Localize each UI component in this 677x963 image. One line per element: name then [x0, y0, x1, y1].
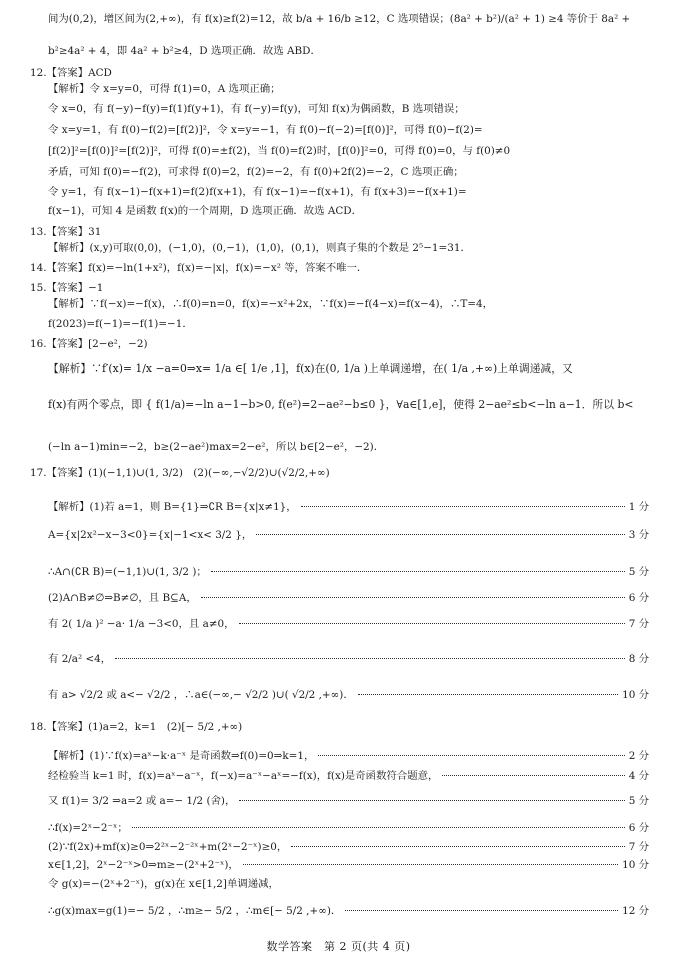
text-line: 15.【答案】−1	[30, 282, 104, 294]
dot-leader	[243, 864, 618, 865]
score-points: 1 分	[628, 501, 649, 513]
text-line	[48, 840, 649, 855]
solution-step: 有 a> √2/2 或 a<− √2/2 ，∴a∈(−∞,− √2/2 )∪( √2/2 ,+∞)．	[48, 689, 354, 701]
score-points: 7 分	[628, 618, 649, 630]
text-line: 矛盾，可知 f(0)=−f(2)，可求得 f(0)=2，f(2)=−2，有 f(0)+2f(2)=−2，C 选项正确；	[48, 166, 464, 178]
score-points: 5 分	[628, 795, 649, 807]
text-line: 18.【答案】(1)a=2，k=1 (2)[− 5/2 ,+∞)	[30, 721, 243, 733]
text-line: 17.【答案】(1)(−1,1)∪(1, 3/2) (2)(−∞,−√2/2)∪(√2/2,+∞)	[30, 467, 330, 479]
text-line	[48, 749, 649, 764]
dot-leader	[291, 846, 624, 847]
dot-leader	[442, 775, 624, 776]
score-points: 4 分	[628, 770, 649, 782]
dot-leader	[301, 506, 625, 507]
score-points: 2 分	[628, 750, 649, 762]
text-line: 12.【答案】ACD	[30, 67, 112, 79]
text-line	[48, 565, 649, 580]
text-line: 令 x=0，有 f(−y)−f(y)=f(1)f(y+1)，有 f(−y)=f(y)，可知 f(x)为偶函数，B 选项错误；	[48, 103, 465, 115]
dot-leader	[358, 694, 618, 695]
score-points: 3 分	[628, 529, 649, 541]
text-line: (−ln a−1)min=−2，b≥(2−ae²)max=2−e²，所以 b∈[2−e²，−2)．	[48, 441, 385, 453]
text-line	[48, 591, 649, 606]
dot-leader	[115, 658, 625, 659]
text-line: f(x−1)，可知 4 是函数 f(x)的一个周期，D 选项正确．故选 ACD．	[48, 205, 362, 217]
solution-step: A={x|2x²−x−3<0}={x|−1<x< 3/2 }，	[48, 529, 253, 541]
text-line: [f(2)]²=[f(0)]²=[f(2)]²，可得 f(0)=±f(2)，当 f(0)=f(2)时，[f(0)]²=0，可得 f(0)=0，与 f(0)≠0	[48, 145, 511, 157]
dot-leader	[318, 755, 624, 756]
page-footer: 数学答案 第 2 页(共 4 页)	[266, 940, 411, 953]
dot-leader	[132, 827, 625, 828]
text-line: f(x)有两个零点，即 { f(1/a)=−ln a−1−b>0, f(e²)=2−ae²−b≤0 }，∀a∈[1,e]，使得 2−ae²≤b<−ln a−1．所以 b<	[48, 398, 634, 411]
text-line	[48, 794, 649, 809]
score-points: 7 分	[628, 841, 649, 853]
dot-leader	[345, 910, 618, 911]
score-points: 5 分	[628, 566, 649, 578]
text-line	[48, 858, 649, 873]
text-line: 14.【答案】f(x)=−ln(1+x²)，f(x)=−|x|，f(x)=−x² 等，答案不唯一．	[30, 262, 368, 274]
text-line: b²≥4a² + 4，即 4a² + b²≥4，D 选项正确．故选 ABD．	[48, 45, 321, 57]
solution-step: 又 f(1)= 3/2 ⇒a=2 或 a=− 1/2 (舍)，	[48, 795, 236, 807]
dot-leader	[201, 597, 625, 598]
text-line	[48, 769, 649, 784]
solution-step: ∴A∩(∁R B)=(−1,1)∪(1, 3/2 )；	[48, 566, 207, 578]
text-line: 令 x=y=1，有 f(0)−f(2)=[f(2)]²，令 x=y=−1，有 f(0)−f(−2)=[f(0)]²，可得 f(0)−f(2)=	[48, 124, 483, 136]
text-line: f(2023)=f(−1)=−f(1)=−1．	[48, 318, 193, 330]
text-line: 令 g(x)=−(2ˣ+2⁻ˣ)，g(x)在 x∈[1,2]单调递减，	[48, 878, 279, 890]
text-line: 13.【答案】31	[30, 226, 102, 238]
text-line: 【解析】∵f′(x)= 1/x −a=0⇒x= 1/a ∈[ 1/e ,1]，f(x)在(0, 1/a )上单调递增，在( 1/a ,+∞)上单调递减，又	[48, 362, 573, 375]
text-line: 【解析】令 x=y=0，可得 f(1)=0，A 选项正确；	[48, 83, 281, 95]
text-line	[48, 617, 649, 632]
text-line	[48, 652, 649, 667]
dot-leader	[211, 571, 625, 572]
solution-step: x∈[1,2]，2ˣ−2⁻ˣ>0⇒m≥−(2ˣ+2⁻ˣ)，	[48, 859, 239, 871]
score-points: 10 分	[622, 689, 649, 701]
solution-step: 有 2/a² <4，	[48, 653, 112, 665]
dot-leader	[239, 800, 624, 801]
solution-step: ∴g(x)max=g(1)=− 5/2 ，∴m≥− 5/2 ，∴m∈[− 5/2 ,+∞)．	[48, 905, 342, 917]
solution-step: 【解析】(1)若 a=1，则 B={1}⇒∁R B={x|x≠1}，	[48, 501, 297, 513]
text-line: 令 y=1，有 f(x−1)−f(x+1)=f(2)f(x+1)，有 f(x−1)=−f(x+1)，有 f(x+3)=−f(x+1)=	[48, 186, 467, 198]
dot-leader	[256, 534, 624, 535]
score-points: 6 分	[628, 822, 649, 834]
solution-step: (2)A∩B≠∅⇒B≠∅，且 B⊆A，	[48, 592, 197, 604]
text-line: 16.【答案】[2−e²，−2)	[30, 338, 148, 350]
score-points: 12 分	[622, 905, 649, 917]
text-line	[48, 500, 649, 515]
text-line	[48, 688, 649, 703]
score-points: 8 分	[628, 653, 649, 665]
text-line: 【解析】∵f(−x)=−f(x)，∴f(0)=n=0，f(x)=−x²+2x，∵f(x)=−f(4−x)=f(x−4)，∴T=4，	[48, 298, 493, 310]
solution-step: 有 2( 1/a )² −a· 1/a −3<0，且 a≠0，	[48, 618, 235, 630]
solution-step: 经检验当 k=1 时，f(x)=aˣ−a⁻ˣ，f(−x)=a⁻ˣ−aˣ=−f(x)，f(x)是奇函数符合题意，	[48, 770, 439, 782]
text-line	[48, 904, 649, 919]
score-points: 10 分	[622, 859, 649, 871]
solution-step: 【解析】(1)∵f(x)=aˣ−k·a⁻ˣ 是奇函数⇒f(0)=0⇒k=1，	[48, 750, 315, 762]
text-line: 【解析】(x,y)可取(0,0)，(−1,0)，(0,−1)，(1,0)，(0,1)，则真子集的个数是 2⁵−1=31．	[48, 242, 471, 254]
solution-step: ∴f(x)=2ˣ−2⁻ˣ；	[48, 822, 128, 834]
text-line	[48, 821, 649, 836]
text-line	[48, 528, 649, 543]
text-line: 间为(0,2)，增区间为(2,+∞)，有 f(x)≥f(2)=12，故 b/a + 16/b ≥12，C 选项错误；(8a² + b²)/(a² + 1) ≥4 等价于 8a² +	[48, 13, 631, 25]
solution-step: (2)∵f(2x)+mf(x)≥0⇒2²ˣ−2⁻²ˣ+m(2ˣ−2⁻ˣ)≥0，	[48, 841, 288, 853]
score-points: 6 分	[628, 592, 649, 604]
dot-leader	[239, 623, 625, 624]
